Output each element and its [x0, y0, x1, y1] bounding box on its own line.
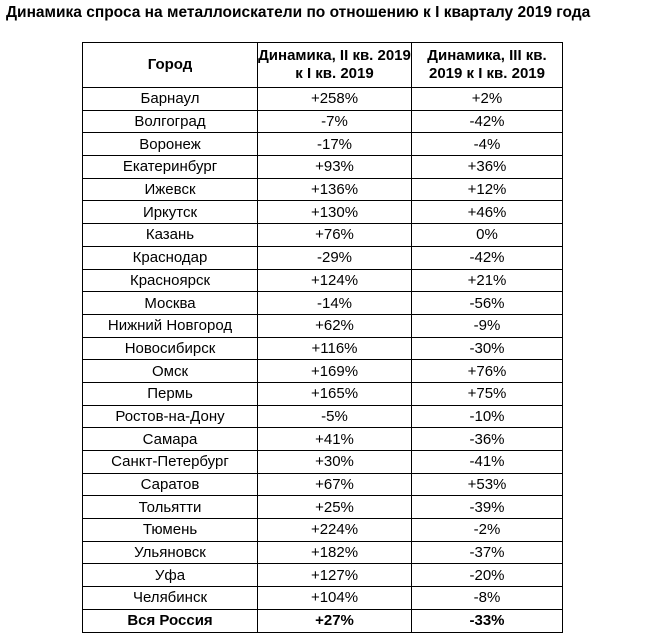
table-row — [83, 587, 563, 610]
demand-table — [82, 42, 563, 633]
q2-change-cell: +25% — [258, 496, 412, 519]
q3-change-cell: +36% — [412, 156, 563, 179]
q3-change-cell: 0% — [412, 224, 563, 247]
table-row — [83, 88, 563, 111]
city-cell: Тюмень — [83, 519, 258, 542]
city-cell: Уфа — [83, 564, 258, 587]
table-row — [83, 201, 563, 224]
q3-change-cell: +46% — [412, 201, 563, 224]
city-cell: Саратов — [83, 473, 258, 496]
total-city-cell: Вся Россия — [83, 609, 258, 632]
table-row — [83, 224, 563, 247]
q3-change-cell: -2% — [412, 519, 563, 542]
q3-change-cell: -36% — [412, 428, 563, 451]
q2-change-cell: +258% — [258, 88, 412, 111]
q2-change-cell: +104% — [258, 587, 412, 610]
table-row — [83, 405, 563, 428]
q2-change-cell: +76% — [258, 224, 412, 247]
city-cell: Краснодар — [83, 246, 258, 269]
q2-change-cell: +165% — [258, 382, 412, 405]
q2-change-cell: +169% — [258, 360, 412, 383]
q2-change-cell: -29% — [258, 246, 412, 269]
city-cell: Воронеж — [83, 133, 258, 156]
q3-change-cell: -42% — [412, 246, 563, 269]
q3-change-cell: -8% — [412, 587, 563, 610]
city-cell: Красноярск — [83, 269, 258, 292]
table-row — [83, 110, 563, 133]
q3-change-cell: -56% — [412, 292, 563, 315]
table-row — [83, 564, 563, 587]
table-row — [83, 269, 563, 292]
table-body — [83, 88, 563, 633]
q3-change-cell: -10% — [412, 405, 563, 428]
q2-change-cell: +93% — [258, 156, 412, 179]
total-q3-change-cell: -33% — [412, 609, 563, 632]
table-row — [83, 382, 563, 405]
q3-change-cell: +2% — [412, 88, 563, 111]
q3-change-cell: -30% — [412, 337, 563, 360]
q3-change-cell: -39% — [412, 496, 563, 519]
header-city: Город — [83, 43, 258, 88]
table-row — [83, 133, 563, 156]
q3-change-cell: -42% — [412, 110, 563, 133]
city-cell: Новосибирск — [83, 337, 258, 360]
table-row — [83, 337, 563, 360]
city-cell: Ростов-на-Дону — [83, 405, 258, 428]
table-row — [83, 314, 563, 337]
table-total-row — [83, 609, 563, 632]
q2-change-cell: +30% — [258, 451, 412, 474]
city-cell: Екатеринбург — [83, 156, 258, 179]
document-title: Динамика спроса на металлоискатели по отношению к I кварталу 2019 года — [6, 4, 591, 21]
q3-change-cell: +53% — [412, 473, 563, 496]
total-q2-change-cell: +27% — [258, 609, 412, 632]
q2-change-cell: +127% — [258, 564, 412, 587]
table-row — [83, 178, 563, 201]
table-row — [83, 360, 563, 383]
q2-change-cell: -5% — [258, 405, 412, 428]
city-cell: Иркутск — [83, 201, 258, 224]
q3-change-cell: +21% — [412, 269, 563, 292]
q3-change-cell: -4% — [412, 133, 563, 156]
q2-change-cell: +41% — [258, 428, 412, 451]
header-q2: Динамика, II кв. 2019 к I кв. 2019 — [258, 43, 412, 88]
city-cell: Пермь — [83, 382, 258, 405]
q3-change-cell: +12% — [412, 178, 563, 201]
q2-change-cell: +124% — [258, 269, 412, 292]
table-header-row — [83, 43, 563, 88]
table-row — [83, 496, 563, 519]
city-cell: Нижний Новгород — [83, 314, 258, 337]
q2-change-cell: -14% — [258, 292, 412, 315]
table-row — [83, 473, 563, 496]
q3-change-cell: +75% — [412, 382, 563, 405]
q3-change-cell: -37% — [412, 541, 563, 564]
q2-change-cell: +62% — [258, 314, 412, 337]
city-cell: Барнаул — [83, 88, 258, 111]
city-cell: Самара — [83, 428, 258, 451]
q2-change-cell: +224% — [258, 519, 412, 542]
q2-change-cell: +136% — [258, 178, 412, 201]
city-cell: Волгоград — [83, 110, 258, 133]
q3-change-cell: -41% — [412, 451, 563, 474]
header-q3: Динамика, III кв. 2019 к I кв. 2019 — [412, 43, 563, 88]
q2-change-cell: +116% — [258, 337, 412, 360]
q3-change-cell: +76% — [412, 360, 563, 383]
city-cell: Ульяновск — [83, 541, 258, 564]
city-cell: Санкт-Петербург — [83, 451, 258, 474]
q2-change-cell: -17% — [258, 133, 412, 156]
table-row — [83, 451, 563, 474]
city-cell: Казань — [83, 224, 258, 247]
table-row — [83, 156, 563, 179]
q2-change-cell: +67% — [258, 473, 412, 496]
q3-change-cell: -9% — [412, 314, 563, 337]
q2-change-cell: +130% — [258, 201, 412, 224]
table-row — [83, 541, 563, 564]
table-row — [83, 519, 563, 542]
q2-change-cell: -7% — [258, 110, 412, 133]
table-row — [83, 292, 563, 315]
table-row — [83, 428, 563, 451]
city-cell: Челябинск — [83, 587, 258, 610]
city-cell: Тольятти — [83, 496, 258, 519]
table-row — [83, 246, 563, 269]
city-cell: Ижевск — [83, 178, 258, 201]
q2-change-cell: +182% — [258, 541, 412, 564]
q3-change-cell: -20% — [412, 564, 563, 587]
city-cell: Омск — [83, 360, 258, 383]
city-cell: Москва — [83, 292, 258, 315]
